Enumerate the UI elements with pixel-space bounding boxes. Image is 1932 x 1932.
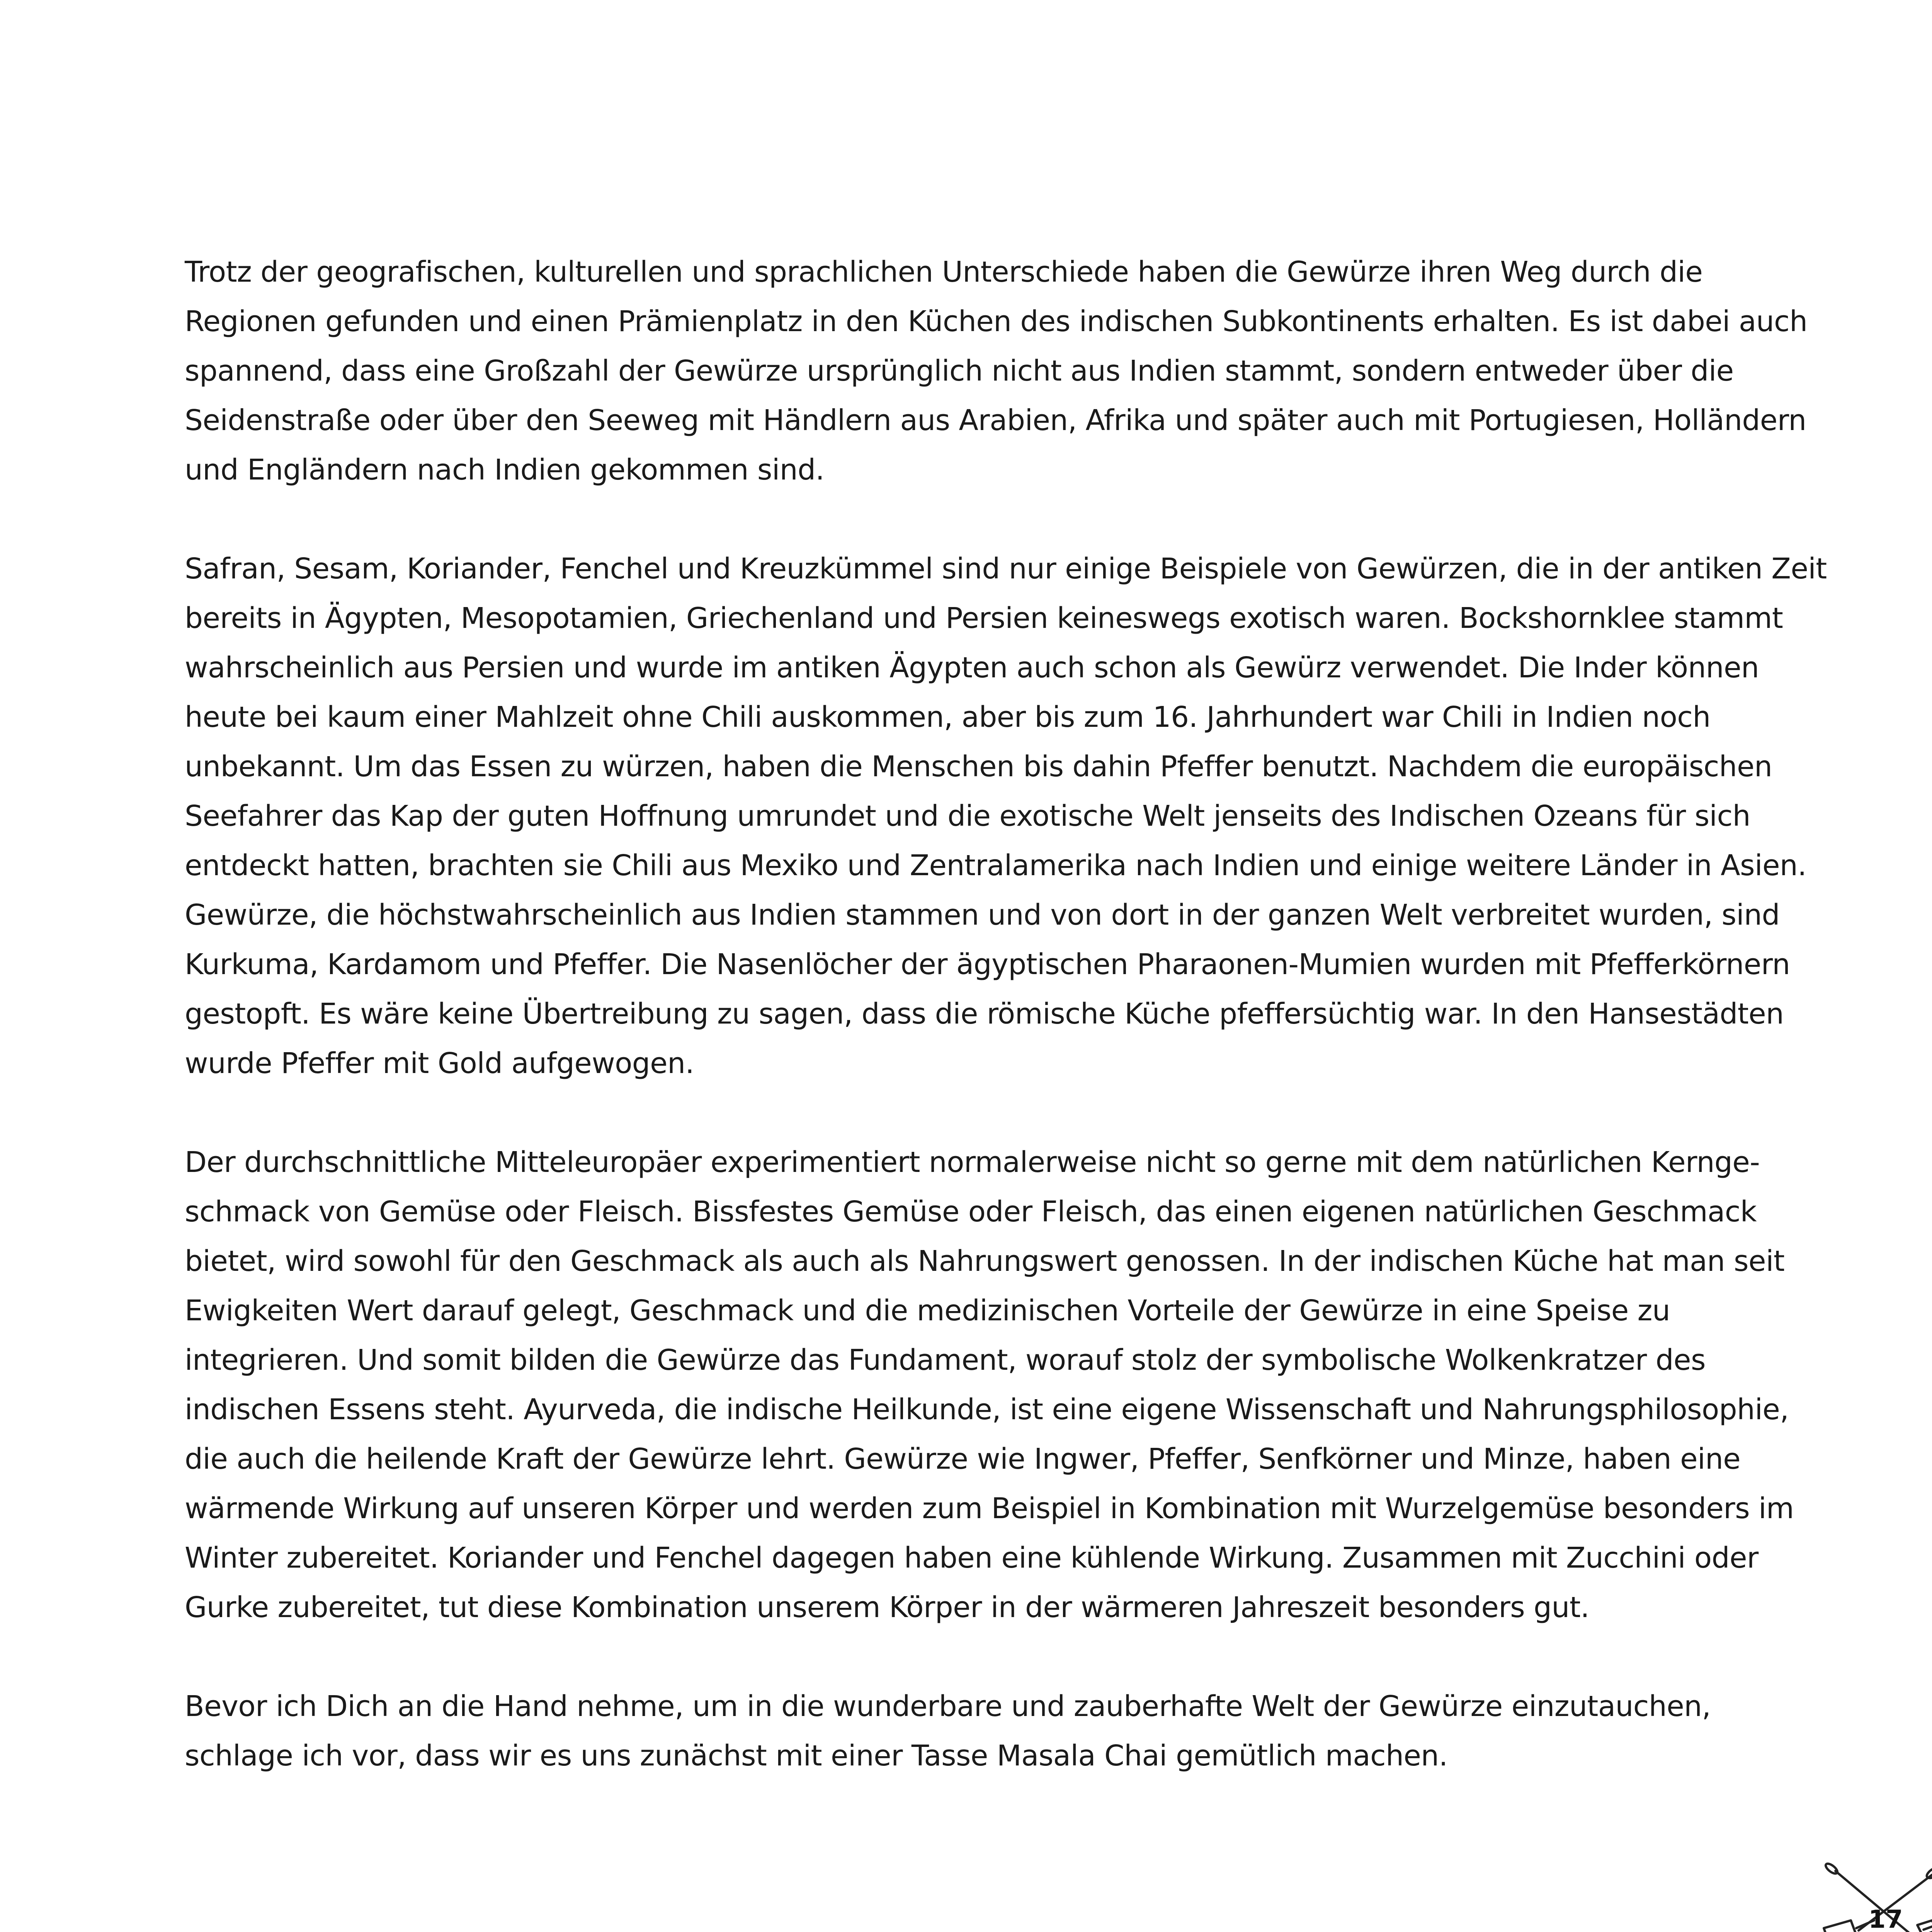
text-line: heute bei kaum einer Mahlzeit ohne Chili auskommen, aber bis zum 16. Jahrhundert war Chili in Indien noch (185, 701, 1711, 734)
text-line: wurde Pfeffer mit Gold aufgewogen. (185, 1047, 694, 1080)
paragraph-2 (185, 544, 1846, 1088)
text-line: Bevor ich Dich an die Hand nehme, um in die wunderbare und zauberhafte Welt der Gewürze einzutauchen, (185, 1690, 1711, 1723)
paragraph-4 (185, 1682, 1846, 1781)
page-number: 17 (1868, 1905, 1903, 1932)
text-line: wärmende Wirkung auf unseren Körper und werden zum Beispiel in Kombination mit Wurzelgemüse besonders im (185, 1492, 1794, 1525)
text-line: Trotz der geografischen, kulturellen und sprachlichen Unterschiede haben die Gewürze ihren Weg durch die (185, 255, 1703, 289)
text-line: Ewigkeiten Wert darauf gelegt, Geschmack und die medizinischen Vorteile der Gewürze in eine Speise zu (185, 1294, 1670, 1327)
text-line: gestopft. Es wäre keine Übertreibung zu sagen, dass die römische Küche pfeffersüchtig war. In den Hansestädten (185, 997, 1784, 1031)
paragraph-1 (185, 247, 1846, 495)
text-line: Winter zubereitet. Koriander und Fenchel dagegen haben eine kühlende Wirkung. Zusammen mit Zucchini oder (185, 1541, 1759, 1575)
text-line: Safran, Sesam, Koriander, Fenchel und Kreuzkümmel sind nur einige Beispiele von Gewürzen, die in der antiken Zeit (185, 552, 1827, 585)
text-line: Gewürze, die höchstwahrscheinlich aus Indien stammen und von dort in der ganzen Welt verbreitet wurden, sind (185, 898, 1780, 932)
page-footer (1816, 1862, 1932, 1932)
text-line: unbekannt. Um das Essen zu würzen, haben die Menschen bis dahin Pfeffer benutzt. Nachdem die europäischen (185, 750, 1772, 783)
text-line: integrieren. Und somit bilden die Gewürze das Fundament, worauf stolz der symbolische Wolkenkratzer des (185, 1344, 1706, 1377)
text-line: die auch die heilende Kraft der Gewürze lehrt. Gewürze wie Ingwer, Pfeffer, Senfkörner und Minze, haben eine (185, 1442, 1741, 1476)
text-line: bietet, wird sowohl für den Geschmack als auch als Nahrungswert genossen. In der indischen Küche hat man seit (185, 1245, 1785, 1278)
text-line: Regionen gefunden und einen Prämienplatz in den Küchen des indischen Subkontinents erhalten. Es ist dabei auch (185, 305, 1808, 338)
text-line: indischen Essens steht. Ayurveda, die indische Heilkunde, ist eine eigene Wissenschaft und Nahrungsphilosophie, (185, 1393, 1789, 1426)
text-line: bereits in Ägypten, Mesopotamien, Griechenland und Persien keineswegs exotisch waren. Bockshornklee stammt (185, 602, 1783, 635)
text-line: schlage ich vor, dass wir es uns zunächst mit einer Tasse Masala Chai gemütlich machen. (185, 1739, 1448, 1772)
text-line: Seefahrer das Kap der guten Hoffnung umrundet und die exotische Welt jenseits des Indischen Ozeans für sich (185, 799, 1750, 833)
text-line: Kurkuma, Kardamom und Pfeffer. Die Nasenlöcher der ägyptischen Pharaonen-Mumien wurden mit Pfefferkörnern (185, 948, 1790, 981)
text-line: und Engländern nach Indien gekommen sind. (185, 453, 825, 486)
paragraph-3 (185, 1138, 1846, 1632)
body-text (185, 247, 1846, 1781)
text-line: schmack von Gemüse oder Fleisch. Bissfestes Gemüse oder Fleisch, das einen eigenen natürlichen Geschmack (185, 1195, 1757, 1228)
text-line: Der durchschnittliche Mitteleuropäer experimentiert normalerweise nicht so gerne mit dem natürlichen Kernge- (185, 1146, 1760, 1179)
text-line: Seidenstraße oder über den Seeweg mit Händlern aus Arabien, Afrika und später auch mit Portugiesen, Holländern (185, 404, 1806, 437)
text-line: entdeckt hatten, brachten sie Chili aus Mexiko und Zentralamerika nach Indien und einige weitere Länder in Asien. (185, 849, 1807, 882)
text-line: Gurke zubereitet, tut diese Kombination unserem Körper in der wärmeren Jahreszeit besonders gut. (185, 1591, 1590, 1624)
text-line: wahrscheinlich aus Persien und wurde im antiken Ägypten auch schon als Gewürz verwendet. Die Inder können (185, 651, 1759, 684)
text-line: spannend, dass eine Großzahl der Gewürze ursprünglich nicht aus Indien stammt, sondern entweder über die (185, 354, 1734, 388)
